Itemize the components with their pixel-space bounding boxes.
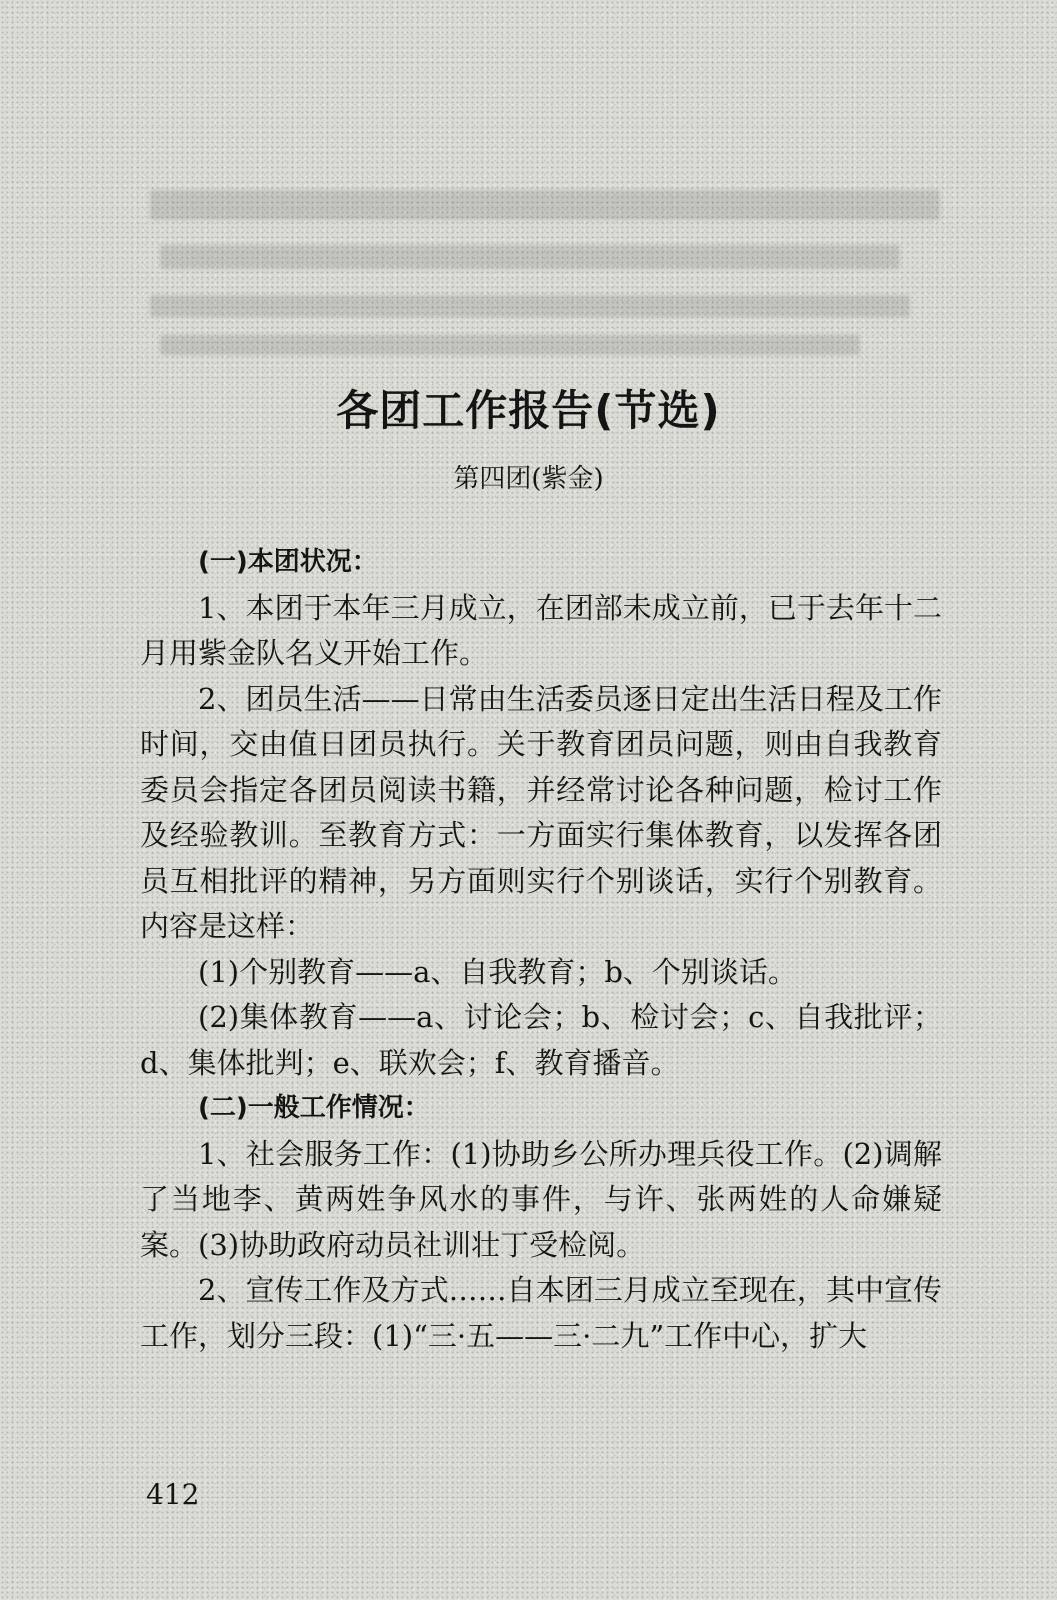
page-number: 412 [146, 1478, 200, 1511]
paragraph-social-service: 1、社会服务工作：(1)协助乡公所办理兵役工作。(2)调解了当地李、黄两姓争风水的事件，与许、张两姓的人命嫌疑案。(3)协助政府动员社训壮丁受检阅。 [140, 1136, 942, 1262]
section-heading-2: (二)一般工作情况： [198, 1093, 430, 1123]
bleed-through-smudge [150, 190, 940, 220]
bleed-through-smudge [150, 295, 910, 317]
section-heading-1: (一)本团状况： [198, 547, 378, 577]
paragraph-founding: 1、本团于本年三月成立，在团部未成立前，已于去年十二月用紫金队名义开始工作。 [140, 590, 942, 670]
paragraph-individual-education: (1)个别教育——a、自我教育；b、个别谈话。 [198, 954, 797, 989]
paragraph-collective-education: (2)集体教育——a、讨论会；b、检讨会；c、自我批评；d、集体批判；e、联欢会；f、教育播音。 [140, 1000, 942, 1080]
document-body [140, 540, 942, 1359]
bleed-through-smudge [160, 245, 900, 269]
document-title: 各团工作报告(节选) [336, 386, 721, 435]
paragraph-propaganda: 2、宣传工作及方式……自本团三月成立至现在，其中宣传工作，划分三段：(1)“三·五——三·二九”工作中心，扩大 [140, 1273, 942, 1353]
document-subtitle: 第四团(紫金) [453, 464, 604, 494]
bleed-through-smudge [160, 335, 860, 355]
paragraph-member-life: 2、团员生活——日常由生活委员逐日定出生活日程及工作时间，交由值日团员执行。关于教育团员问题，则由自我教育委员会指定各团员阅读书籍，并经常讨论各种问题，检讨工作及经验教训。至教育方式：一方面实行集体教育，以发挥各团员互相批评的精神，另方面则实行个别谈话，实行个别教育。内容是这样： [140, 681, 942, 943]
